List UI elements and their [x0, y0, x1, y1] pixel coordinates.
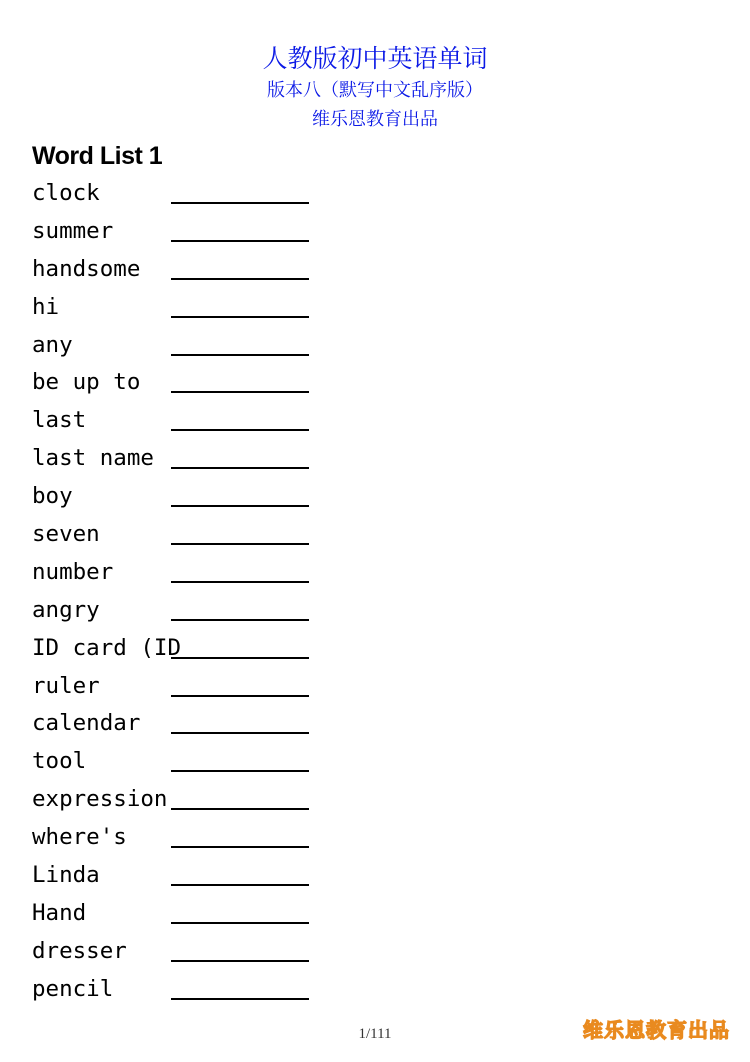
publisher-line: 维乐恩教育出品 [312, 109, 438, 130]
word-row [32, 252, 332, 290]
english-word: angry [32, 596, 100, 623]
answer-blank [171, 354, 309, 356]
word-list-heading: Word List 1 [32, 142, 163, 170]
english-word: last name [32, 445, 154, 472]
english-word: clock [32, 180, 100, 206]
word-row [32, 214, 332, 252]
english-word: handsome [32, 255, 141, 282]
english-word: ruler [32, 672, 100, 699]
english-word: where's [32, 824, 127, 851]
answer-blank [171, 770, 309, 772]
answer-blank [171, 657, 309, 659]
word-row [32, 479, 332, 517]
answer-blank [171, 581, 309, 583]
word-row [32, 517, 332, 555]
word-row [32, 896, 332, 934]
document-subtitle: 版本八（默写中文乱序版） [267, 80, 483, 101]
english-word: summer [32, 217, 114, 244]
answer-blank [171, 884, 309, 886]
answer-blank [171, 619, 309, 621]
answer-blank [171, 846, 309, 848]
word-row [32, 669, 332, 707]
answer-blank [171, 543, 309, 545]
english-word: expression [32, 786, 168, 813]
english-word: any [32, 331, 73, 358]
english-word: tool [32, 748, 87, 775]
answer-blank [171, 808, 309, 810]
word-row [32, 706, 332, 744]
english-word: last [32, 407, 87, 434]
word-row [32, 858, 332, 896]
publisher-watermark: 维乐恩教育出品 [583, 1018, 730, 1042]
word-row [32, 744, 332, 782]
english-word: calendar [32, 710, 141, 737]
english-word: pencil [32, 975, 114, 1002]
english-word: be up to [32, 369, 141, 396]
answer-blank [171, 467, 309, 469]
word-row [32, 365, 332, 403]
word-row [32, 441, 332, 479]
english-word: ID card (ID [32, 634, 182, 661]
english-word: Hand [32, 899, 87, 926]
answer-blank [171, 429, 309, 431]
answer-blank [171, 998, 309, 1000]
english-word: boy [32, 483, 73, 510]
page-number: 1/111 [358, 1026, 392, 1042]
english-word: seven [32, 521, 100, 548]
answer-blank [171, 922, 309, 924]
answer-blank [171, 695, 309, 697]
word-row [32, 631, 332, 669]
answer-blank [171, 202, 309, 204]
answer-blank [171, 505, 309, 507]
english-word: Linda [32, 862, 100, 889]
word-row [32, 328, 332, 366]
word-row [32, 555, 332, 593]
word-row [32, 972, 332, 1010]
word-row [32, 403, 332, 441]
word-row [32, 820, 332, 858]
answer-blank [171, 391, 309, 393]
answer-blank [171, 278, 309, 280]
word-row [32, 290, 332, 328]
english-word: hi [32, 293, 60, 320]
answer-blank [171, 316, 309, 318]
word-row [32, 593, 332, 631]
english-word: dresser [32, 937, 127, 964]
answer-blank [171, 732, 309, 734]
english-word: number [32, 558, 114, 585]
answer-blank [171, 240, 309, 242]
word-row [32, 176, 332, 214]
word-list [32, 176, 332, 1010]
answer-blank [171, 960, 309, 962]
word-row [32, 934, 332, 972]
word-row [32, 782, 332, 820]
document-title: 人教版初中英语单词 [262, 44, 488, 73]
